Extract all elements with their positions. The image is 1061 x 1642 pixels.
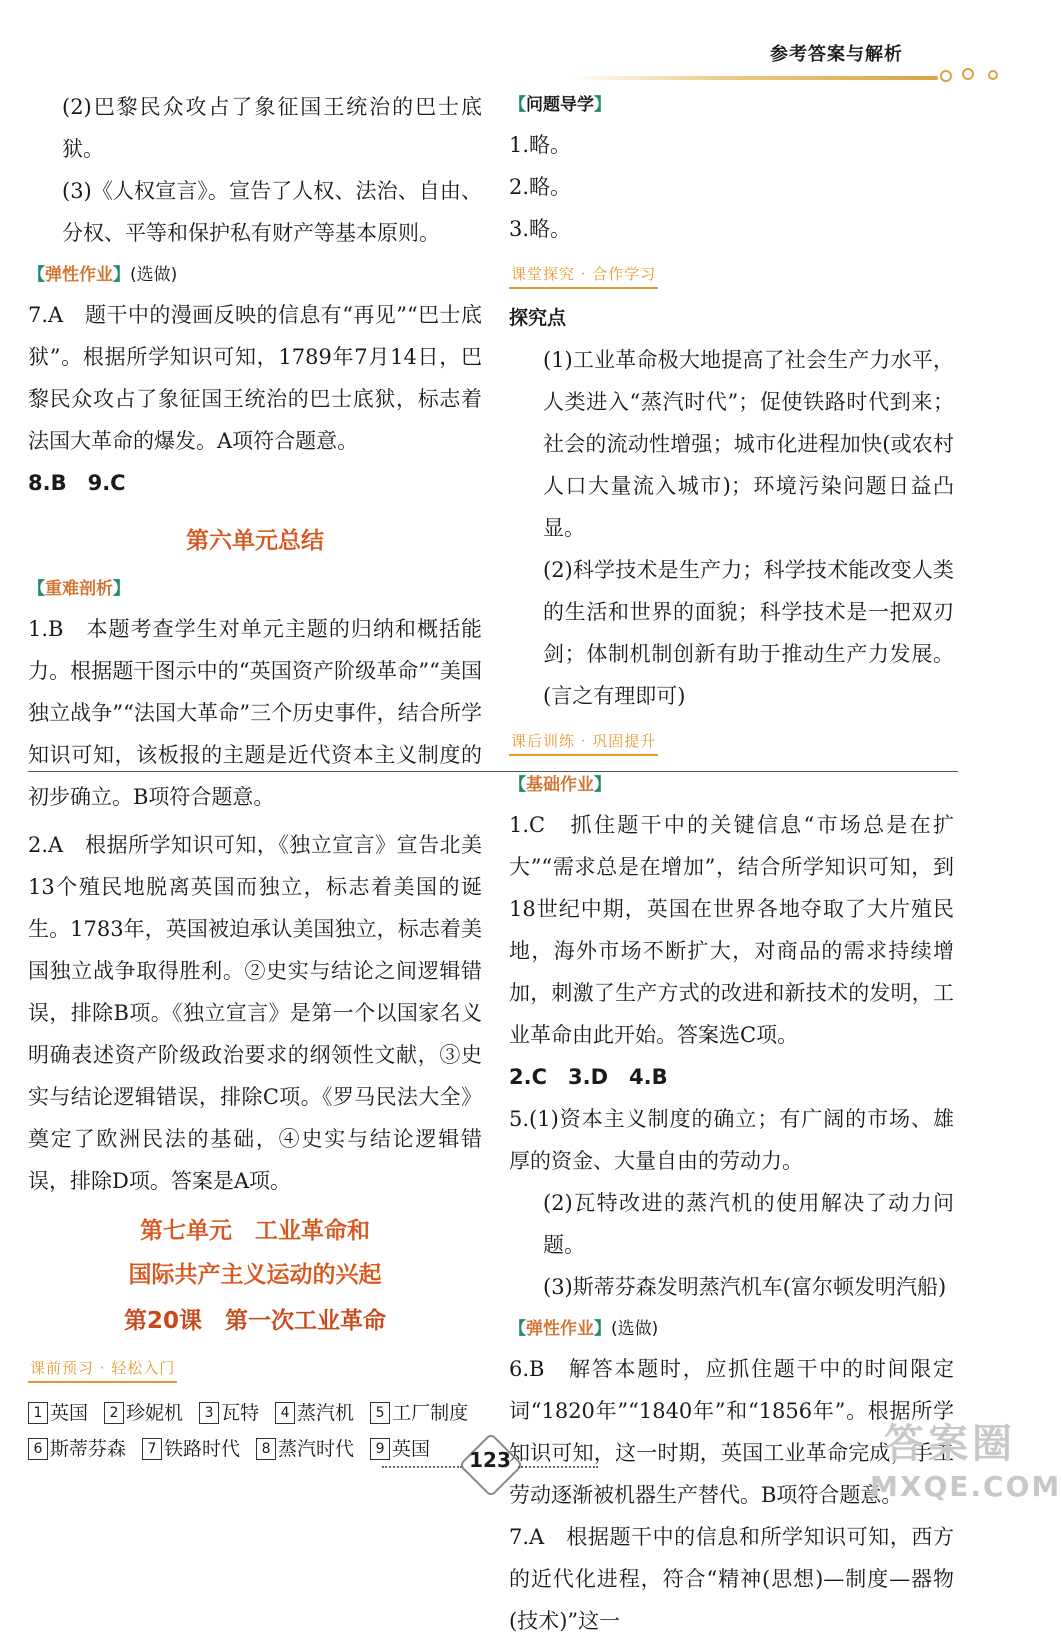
answer-paragraph: 2.C 3.D 4.B	[509, 1065, 668, 1089]
fill-answers-row	[28, 1431, 482, 1467]
section-stripe-after: 课后训练 · 巩固提升	[509, 729, 658, 756]
unit-title-line: 第七单元 工业革命和	[140, 1218, 370, 1244]
answer-number-box: 8	[256, 1438, 276, 1460]
answer-number-box: 4	[275, 1402, 295, 1424]
page-number: 123	[469, 1448, 511, 1472]
answer-number-box: 3	[199, 1402, 219, 1424]
section-label-basic: 【基础作业】	[509, 775, 611, 795]
answer-line: 2.略。	[509, 175, 572, 199]
answer-line: 3.略。	[509, 217, 572, 241]
section-label-elastic: 【弹性作业】(选做)	[28, 265, 178, 285]
unit-title-line: 国际共产主义运动的兴起	[128, 1262, 382, 1288]
answer-paragraph: (3)《人权宣言》。宣告了人权、法治、自由、分权、平等和保护私有财产等基本原则。	[62, 179, 482, 245]
fill-answer	[142, 1431, 240, 1467]
answer-paragraph: (3)斯蒂芬森发明蒸汽机车(富尔顿发明汽船)	[543, 1275, 947, 1299]
answer-number-box: 2	[104, 1402, 124, 1424]
answer-text: 蒸汽机	[297, 1402, 355, 1424]
fill-answers	[28, 1395, 482, 1467]
answer-text: 英国	[392, 1438, 431, 1460]
answer-number-box: 6	[28, 1438, 48, 1460]
header-rule	[568, 76, 938, 80]
fill-answer	[104, 1395, 183, 1431]
explore-heading: 探究点	[509, 307, 567, 329]
section-label-guide: 【问题导学】	[509, 95, 611, 115]
right-column	[509, 86, 954, 1642]
fill-answer	[370, 1431, 430, 1467]
answer-paragraph: (2)瓦特改进的蒸汽机的使用解决了动力问题。	[543, 1191, 954, 1257]
answer-text: 斯蒂芬森	[50, 1438, 127, 1460]
answer-paragraph: 7.A 根据题干中的信息和所学知识可知，西方的近代化进程，符合“精神(思想)—制度—器物(技术)”这一	[509, 1525, 954, 1633]
section-label-elastic: 【弹性作业】(选做)	[509, 1319, 659, 1339]
answer-number-box: 9	[370, 1438, 390, 1460]
answer-paragraph: 1.B 本题考查学生对单元主题的归纳和概括能力。根据题干图示中的“英国资产阶级革命”“美国独立战争”“法国大革命”三个历史事件，结合所学知识可知，该板报的主题是近代资本主义制度的初步确立。B项符合题意。	[28, 617, 482, 809]
left-column	[28, 86, 482, 1467]
unit-summary-title: 第六单元总结	[186, 528, 324, 554]
answer-line: 1.略。	[509, 133, 572, 157]
answer-text: 瓦特	[221, 1402, 260, 1424]
watermark-logo: 答案圈 MXQE.COM	[870, 1421, 1061, 1503]
footer-dots-left	[382, 1466, 462, 1468]
header-dot-icon	[940, 70, 952, 82]
answer-text: 工厂制度	[392, 1402, 469, 1424]
section-label-key: 【重难剖析】	[28, 579, 130, 599]
header-dot-icon	[962, 68, 974, 80]
fill-answer	[275, 1395, 354, 1431]
answer-paragraph: 1.C 抓住题干中的关键信息“市场总是在扩大”“需求总是在增加”，结合所学知识可知，到18世纪中期，英国在世界各地夺取了大片殖民地，海外市场不断扩大，对商品的需求持续增加，刺激了生产方式的改进和新技术的发明，工业革命由此开始。答案选C项。	[509, 813, 954, 1047]
answer-text: 珍妮机	[126, 1402, 184, 1424]
answer-paragraph: 8.B 9.C	[28, 471, 126, 495]
answer-paragraph: (2)科学技术是生产力；科学技术能改变人类的生活和世界的面貌；科学技术是一把双刃剑；体制机制创新有助于推动生产力发展。(言之有理即可)	[543, 558, 954, 708]
fill-answer	[28, 1395, 88, 1431]
section-stripe-preview: 课前预习 · 轻松入门	[28, 1356, 177, 1383]
fill-answer	[370, 1395, 468, 1431]
answer-text: 蒸汽时代	[278, 1438, 355, 1460]
fill-answer	[199, 1395, 259, 1431]
answer-number-box: 1	[28, 1402, 48, 1424]
answer-paragraph: (1)工业革命极大地提高了社会生产力水平，人类进入“蒸汽时代”；促使铁路时代到来；社会的流动性增强；城市化进程加快(或农村人口大量流入城市)；环境污染问题日益凸显。	[543, 348, 954, 540]
answer-number-box: 5	[370, 1402, 390, 1424]
header-dot-icon	[988, 70, 998, 80]
fill-answers-row	[28, 1395, 482, 1431]
answer-number-box: 7	[142, 1438, 162, 1460]
header-title: 参考答案与解析	[770, 44, 903, 65]
answer-paragraph: (2)巴黎民众攻占了象征国王统治的巴士底狱。	[62, 95, 482, 161]
answer-text: 英国	[50, 1402, 89, 1424]
lesson-title: 第20课 第一次工业革命	[123, 1308, 386, 1334]
answer-text: 铁路时代	[164, 1438, 241, 1460]
answer-paragraph: 7.A 题干中的漫画反映的信息有“再见”“巴士底狱”。根据所学知识可知，1789年7月14日，巴黎民众攻占了象征国王统治的巴士底狱，标志着法国大革命的爆发。A项符合题意。	[28, 303, 482, 453]
answer-paragraph: 6.B 解答本题时，应抓住题干中的时间限定词“1820年”“1840年”和“1856年”。根据所学知识可知，这一时期，英国工业革命完成，手工劳动逐渐被机器生产替代。B项符合题意。	[509, 1357, 954, 1507]
fill-answer	[28, 1431, 126, 1467]
fill-answer	[256, 1431, 354, 1467]
answer-paragraph: 5.(1)资本主义制度的确立；有广阔的市场、雄厚的资金、大量自由的劳动力。	[509, 1107, 954, 1173]
footer-dots-right	[518, 1466, 598, 1468]
answer-paragraph: 2.A 根据所学知识可知，《独立宣言》宣告北美13个殖民地脱离英国而独立，标志着美国的诞生。1783年，英国被迫承认美国独立，标志着美国独立战争取得胜利。②史实与结论之间逻辑错误，排除B项。《独立宣言》是第一个以国家名义明确表述资产阶级政治要求的纲领性文献，③史实与结论逻辑错误，排除C项。《罗马民法大全》奠定了欧洲民法的基础，④史实与结论逻辑错误，排除D项。答案是A项。	[28, 833, 482, 1193]
section-stripe-classroom: 课堂探究 · 合作学习	[509, 262, 658, 289]
